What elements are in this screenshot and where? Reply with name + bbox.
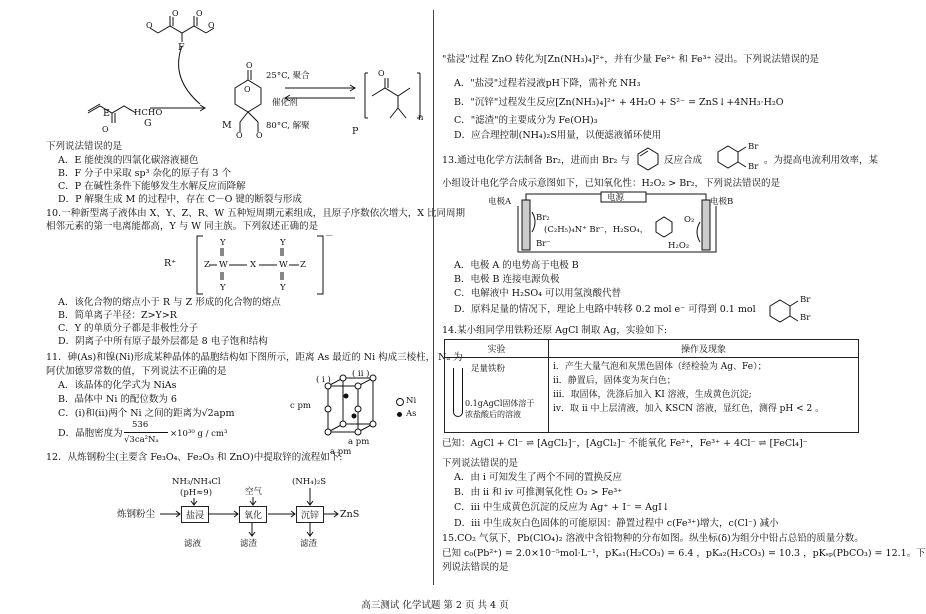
q13-br-bottom: Br	[748, 162, 759, 172]
q11-legend-as: As	[406, 409, 417, 419]
q12-waste-1: 滤渣	[240, 539, 258, 549]
q14-stem-2: 下列说法错误的是	[442, 458, 519, 469]
q10-w-left: W	[219, 260, 228, 270]
svg-text:O: O	[236, 131, 243, 140]
svg-text:O: O	[196, 9, 203, 18]
q11-density-denominator: √3ca²Nₐ	[124, 435, 159, 445]
q9-label-p: P	[352, 126, 359, 137]
q13-option-d-br-bottom: Br	[800, 313, 811, 323]
q10-y-top-left: Y	[220, 238, 226, 248]
q11-a-pm-1: a pm	[348, 437, 370, 447]
q9-label-m: M	[222, 120, 232, 131]
q9-option-b: B．F 分子中采取 sp³ 杂化的原子有 3 个	[58, 168, 231, 179]
q13-br-minus: Br⁻	[536, 239, 551, 249]
q13-option-d: D．原料足量的情况下，理论上电路中转移 0.2 mol e⁻ 可得到 0.1 mol	[454, 304, 756, 315]
q10-option-a: A．该化合物的熔点小于 R 与 Z 形成的化合物的熔点	[58, 297, 281, 308]
q14-option-d: D．iii 中生成灰白色固体的可能原因：静置过程中 c(Fe³⁺)增大，c(Cl⁻) 减小	[454, 518, 779, 529]
q11-c-pm: c pm	[290, 401, 311, 411]
q13-stem-part-a: 13.通过电化学方法制备 Br₂，进而由 Br₂ 与	[442, 155, 630, 166]
q14-tube-label-solution-2: 浓盐酸后的溶液	[465, 410, 521, 419]
svg-text:O: O	[172, 9, 179, 18]
q14-operations-cell	[549, 358, 859, 433]
q14-op-3: iii．取固体，洗涤后加入 KI 溶液，生成黄色沉淀;	[553, 390, 752, 400]
q10-r-plus: R⁺	[164, 258, 177, 269]
q11-density-suffix: ×10³⁰ g / cm³	[170, 429, 228, 439]
q12-product: ZnS	[340, 509, 360, 520]
q12-reagent-1a: NH₃/NH₄Cl	[172, 477, 221, 487]
q13-option-c: C．电解液中 H₂SO₄ 可以用氢溴酸代替	[454, 288, 622, 299]
q9-n-label: n	[418, 113, 424, 123]
svg-text:O: O	[102, 125, 109, 134]
q15-line3: 列说法错误的是	[442, 562, 509, 573]
q12-waste-3: 滤液	[184, 539, 202, 549]
q11-option-b: B．晶体中 Ni 的配位数为 6	[58, 394, 177, 405]
svg-text:O: O	[256, 131, 263, 140]
q11-density-numerator: 536	[132, 420, 149, 430]
q12-flow-arrows	[0, 0, 430, 560]
q10-z-right: Z	[300, 260, 306, 270]
q12-stem: 12．从炼钢粉尘(主要含 Fe₃O₄、Fe₂O₃ 和 ZnO)中提取锌的流程如下:	[46, 452, 343, 463]
q9-arrow-mid: 催化剂	[272, 98, 298, 108]
q14-op-2: ii．静置后，固体变为灰白色；	[553, 376, 676, 386]
q13-electrode-a: 电极A	[488, 197, 512, 207]
q13-option-a: A．电极 A 的电势高于电极 B	[454, 260, 579, 271]
q13-electrolyte: (C₂H₅)₄N⁺ Br⁻，H₂SO₄，	[544, 225, 649, 235]
q10-y-bottom-left: Y	[220, 283, 226, 293]
q12-step-precipitate: 沉锌	[296, 506, 324, 523]
q12-option-a: A．"盐浸"过程若浸液pH下降，需补充 NH₃	[454, 78, 641, 89]
q9-arrow-top: 25°C, 聚合	[266, 71, 310, 81]
q10-z-left: Z	[204, 260, 210, 270]
q14-op-1: i．产生大量气泡和灰黑色固体（经检验为 Ag、Fe）；	[553, 362, 767, 372]
q13-cyclohexene-icon	[636, 147, 660, 171]
svg-text:O: O	[378, 69, 385, 78]
q12-step-leach: 盐浸	[181, 506, 209, 523]
q14-tube-label-solution-1: 0.1gAgCl固体溶于	[465, 399, 535, 408]
q10-option-b: B．简单离子半径：Z>Y>R	[58, 310, 177, 321]
q12-reagent-1b: (pH≈9)	[180, 488, 213, 498]
q12-start: 炼钢粉尘	[117, 509, 156, 520]
q14-apparatus-cell	[445, 358, 549, 433]
q10-y-bottom-right: Y	[280, 283, 286, 293]
q10-charge: －	[325, 232, 334, 242]
q13-power-source: 电源	[607, 193, 625, 203]
q14-tube-label-iron: 足量铁粉	[471, 364, 506, 374]
q12-reagent-3: (NH₄)₂S	[292, 477, 327, 487]
q14-option-a: A．由 i 可知发生了两个不同的置换反应	[454, 472, 622, 483]
q14-known: 已知：AgCl + Cl⁻ ⇌ [AgCl₂]⁻，[AgCl₂]⁻ 不能氧化 Fe²⁺，Fe³⁺ + 4Cl⁻ ⇌ [FeCl₄]⁻	[442, 438, 808, 449]
q11-a-pm-2: a pm	[330, 447, 352, 457]
q15-line2: 已知 c₀(Pb²⁺) = 2.0×10⁻⁵mol·L⁻¹，pKₐ₁(H₂CO₃) = 6.4 ，pKₐ₂(H₂CO₃) = 10.3 ，pKₛₚ(PbCO₃) = 12.1。下	[442, 548, 926, 559]
q11-legend-ni: Ni	[406, 396, 417, 406]
q11-option-d-prefix: D．晶胞密度为	[58, 428, 123, 439]
q11-stem-line1: 11．砷(As)和镍(Ni)形成某种晶体的晶胞结构如下图所示，距离 As 最近的 Ni 构成三棱柱， Nₐ 为	[46, 352, 463, 363]
q13-h2o2: H₂O₂	[668, 241, 690, 251]
q9-label-e: E	[103, 108, 110, 119]
q13-o2: O₂	[684, 215, 695, 225]
q13-electrode-b: 电极B	[710, 197, 734, 207]
column-divider	[433, 10, 434, 585]
q9-arrow-bottom: 80°C, 解聚	[266, 121, 310, 131]
q11-fig-label-i: ( i )	[316, 375, 331, 385]
q11-stem-line2: 阿伏加德罗常数的值，下列说法不正确的是	[46, 366, 227, 377]
q10-x-center: X	[250, 260, 257, 270]
q13-br2: Br₂	[536, 213, 550, 223]
q14-experiment-table	[444, 339, 859, 433]
q14-stem: 14.某小组同学用铁粉还原 AgCl 制取 Ag，实验如下:	[442, 325, 668, 336]
q13-option-d-br-top: Br	[800, 295, 811, 305]
page-footer: 高三测试 化学试题 第 2 页 共 4 页	[361, 600, 509, 611]
q12-option-b: B．"沉锌"过程发生反应[Zn(NH₃)₄]²⁺ + 4H₂O + S²⁻ = ZnS↓+4NH₃·H₂O	[454, 97, 784, 108]
q9-label-hcho: HCHO	[134, 108, 163, 118]
q13-stem-part-b: 反应合成	[664, 155, 703, 166]
svg-text:O: O	[146, 21, 153, 30]
q10-option-c: C．Y 的单质分子都是非极性分子	[58, 323, 199, 334]
q14-option-b: B．由 ii 和 iv 可推测氧化性 O₂ > Fe³⁺	[454, 487, 623, 498]
q12-continued-stem: "盐浸"过程 ZnO 转化为[Zn(NH₃)₄]²⁺，并有少量 Fe²⁺ 和 Fe³⁺ 浸出。下列说法错误的是	[442, 54, 819, 65]
q12-waste-2: 滤渣	[300, 539, 318, 549]
q11-fig-label-ii: ( ii )	[352, 369, 370, 379]
q12-option-c: C．"滤渣"的主要成分为 Fe(OH)₃	[454, 115, 598, 126]
q9-stem: 下列说法错误的是	[46, 141, 123, 152]
q9-option-c: C．P 在碱性条件下能够发生水解反应而降解	[58, 181, 246, 192]
q12-step-oxidize: 氧化	[239, 506, 267, 523]
q12-reagent-2: 空气	[245, 487, 263, 497]
q10-stem-line1: 10.一种新型离子液体由 X、Y、Z、R、W 五种短周期元素组成，且原子序数依次增大，X 比同周期	[46, 208, 465, 219]
q9-label-f: F	[178, 42, 185, 53]
q10-w-right: W	[279, 260, 288, 270]
q14-test-tube	[453, 368, 463, 417]
q14-op-4: iv．取 ii 中上层清液，加入 KSCN 溶液，显红色，测得 pH < 2 。	[553, 404, 825, 414]
svg-text:O: O	[246, 61, 253, 70]
q13-br-top: Br	[748, 142, 759, 152]
q9-label-g: G	[144, 118, 152, 129]
q11-option-a: A．该晶体的化学式为 NiAs	[58, 380, 177, 391]
q10-y-top-right: Y	[280, 238, 286, 248]
right-column	[438, 0, 926, 614]
q13-stem-line2: 小组设计电化学合成示意图如下，已知氧化性：H₂O₂ > Br₂，下列说法错误的是	[442, 178, 781, 189]
q10-stem-line2: 相邻元素的第一电离能都高，Y 与 W 同主族。下列叙述正确的是	[46, 221, 319, 232]
q10-option-d: D．阴离子中所有原子最外层都是 8 电子饱和结构	[58, 336, 268, 347]
q9-option-a: A．E 能使溴的四氯化碳溶液褪色	[58, 155, 199, 166]
svg-text:O: O	[208, 21, 215, 30]
q11-option-c: C．(i)和(ii)两个 Ni 之间的距离为√2apm	[58, 408, 235, 419]
q14-header-operation: 操作及现象	[549, 340, 859, 358]
q13-option-b: B．电极 B 连接电源负极	[454, 274, 560, 285]
q12-option-d: D．应合理控制(NH₄)₂S用量，以便滤液循环使用	[454, 130, 662, 141]
svg-text:O: O	[244, 85, 251, 94]
q14-header-experiment: 实验	[445, 340, 549, 358]
q9-option-d: D．P 解聚生成 M 的过程中，存在 C－O 键的断裂与形成	[58, 194, 302, 205]
q13-stem-part-c: 。为提高电流利用效率，某	[764, 155, 879, 166]
q15-line1: 15.CO₂ 气氛下，Pb(ClO₄)₂ 溶液中含铅物种的分布如图。纵坐标(δ)为组分中铅占总铅的质量分数。	[442, 533, 864, 544]
q14-option-c: C．iii 中生成黄色沉淀的反应为 Ag⁺ + I⁻ = AgI↓	[454, 502, 670, 513]
